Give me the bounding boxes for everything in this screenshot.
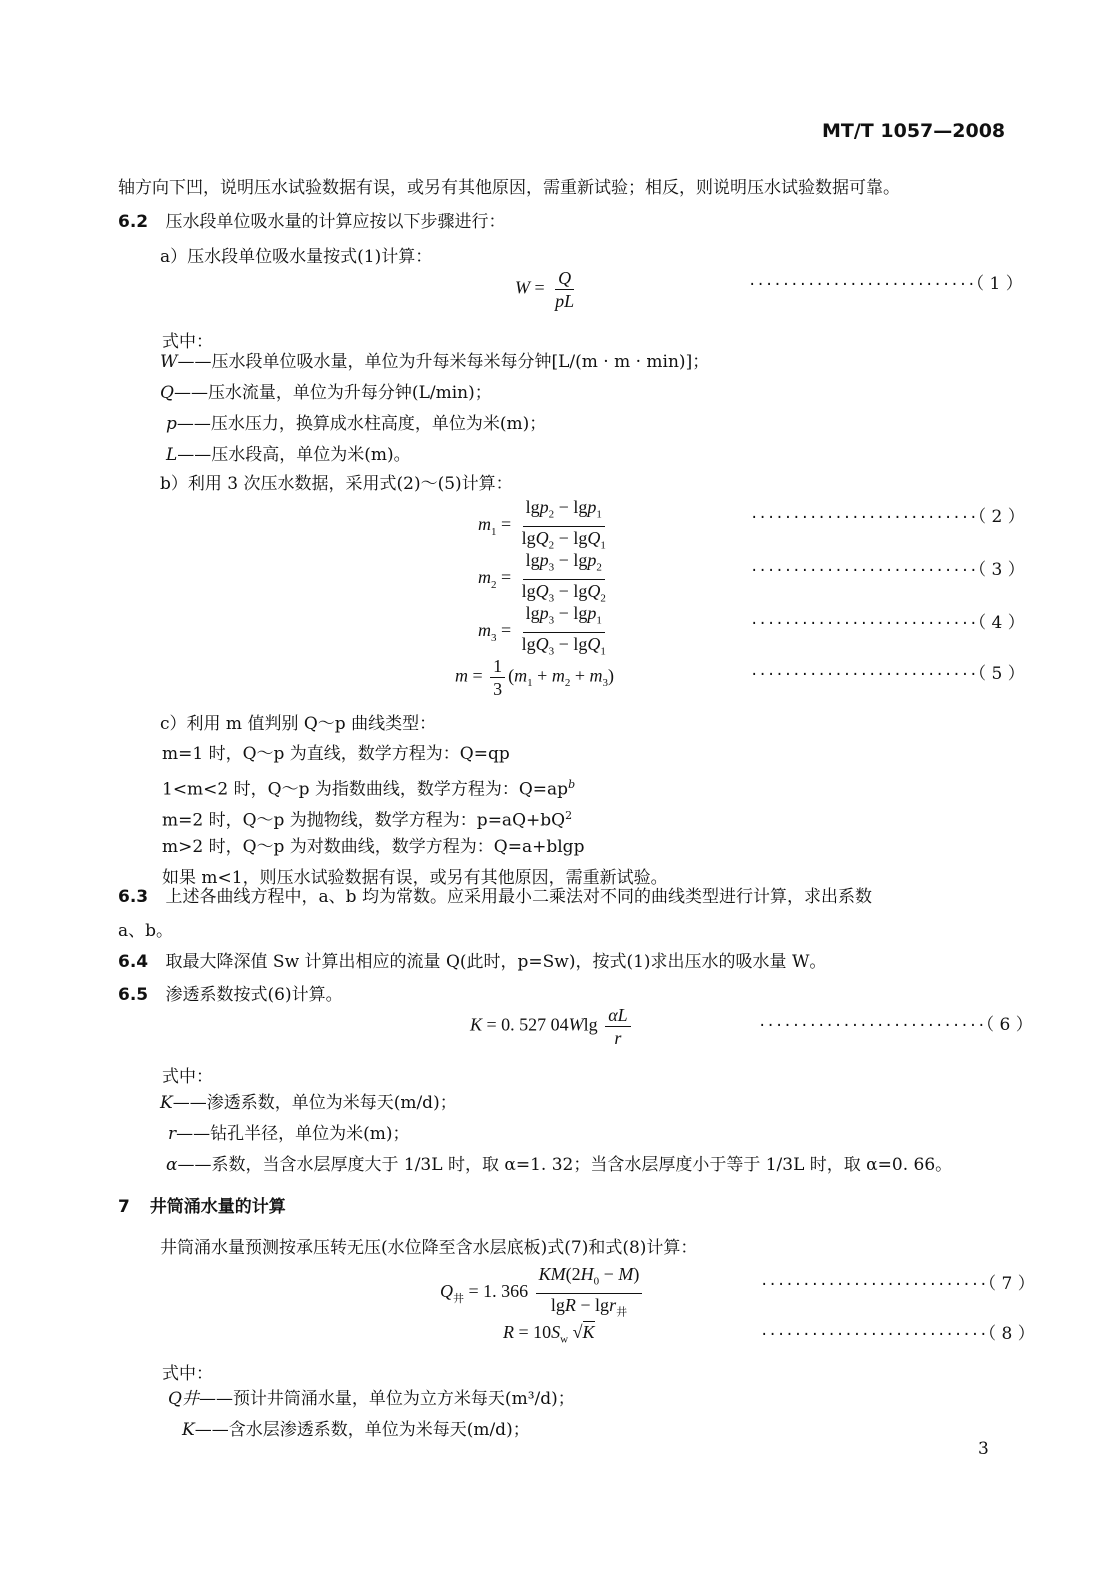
definition-list-1 [160,350,709,474]
case-exponential: 1<m<2 时，Q～p 为指数曲线，数学方程为：$Q=ap^b$ [162,778,576,800]
section-6-5: 6.5 渗透系数按式(6)计算。 [118,985,343,1005]
definition-L: L——压水段高，单位为米(m)。 [166,445,411,465]
section-6-3: 6.3 上述各曲线方程中，a、b 均为常数。应采用最小二乘法对不同的曲线类型进行计算，求出系数 [118,887,872,907]
case-logarithmic: m>2 时，Q～p 为对数曲线，数学方程为：Q=a+blgp [162,837,585,857]
case-invalid: 如果 m<1，则压水试验数据有误，或另有其他原因，需重新试验。 [162,868,668,888]
equation-4-label: ···························（ 4 ） [750,613,1025,633]
equation-2-label: ···························（ 2 ） [750,507,1025,527]
equation-3-label: ···························（ 3 ） [750,560,1025,580]
standard-code: MT/T 1057—2008 [822,120,1006,142]
equation-6: K = 0. 527 04Wlg $\frac{\alpha L}{r}$ [470,1005,634,1048]
where-label-1: 式中： [162,332,213,352]
case-linear: m=1 时，Q～p 为直线，数学方程为：Q=qp [162,744,510,764]
section-7-paragraph: 井筒涌水量预测按承压转无压(水位降至含水层底板)式(7)和式(8)计算： [160,1238,698,1258]
eq1-numerator: Q [555,268,574,290]
section-6-3-continued: a、b。 [118,921,174,941]
section-number: 6.2 [118,212,149,232]
where-label-3: 式中： [162,1364,213,1384]
where-label-2: 式中： [162,1067,213,1087]
section-6-2 [118,210,506,234]
paragraph-continued: 轴方向下凹，说明压水试验数据有误，或另有其他原因，需重新试验；相反，则说明压水试验数据可靠。 [118,178,900,198]
curve-cases [162,742,668,897]
equation-2: $m_1$ = $\frac{\lg p_2 - \lg p_1}{\lg Q_2 - \lg Q_1}$ [478,497,606,552]
equation-5-label: ···························（ 5 ） [750,664,1025,684]
page-number: 3 [978,1439,989,1459]
definition-W: W——压水段单位吸水量，单位为升每米每米每分钟[L/(m · m · min)]； [160,352,710,372]
definition-K-aquifer: K——含水层渗透系数，单位为米每天(m/d)； [182,1420,530,1440]
definition-list-3 [168,1387,575,1449]
equation-5: m = $\frac{1}{3}$ $(m_1 + m_2 + m_3)$ [455,656,614,699]
equation-7: $Q_井 = 1$. 366 $\frac{KM(2H_0 - M)}{\lg R - \lg r_井}$ [440,1264,645,1322]
definition-Q-well: Q井——预计井筒涌水量，单位为立方米每天(m³/d)； [168,1389,575,1409]
equation-1: W = $\frac{Q}{pL}$ [515,268,580,311]
definition-list-2 [160,1091,952,1184]
step-a: a）压水段单位吸水量按式(1)计算： [160,247,433,267]
definition-p: p——压水压力，换算成水柱高度，单位为米(m)； [166,414,547,434]
section-6-4: 6.4 取最大降深值 Sw 计算出相应的流量 Q(此时，p=Sw)，按式(1)求出压水的吸水量 W。 [118,952,827,972]
equation-1-label: ···························（ 1 ） [748,274,1023,294]
equation-7-label: ···························（ 7 ） [760,1274,1035,1294]
equation-6-label: ···························（ 6 ） [758,1015,1033,1035]
section-title: 压水段单位吸水量的计算应按以下步骤进行： [165,212,506,232]
definition-r: r——钻孔半径，单位为米(m)； [168,1124,410,1144]
section-7: 7 井筒涌水量的计算 [118,1197,286,1217]
step-c: c）利用 m 值判别 Q～p 曲线类型： [160,714,437,734]
equation-8: $R = 10S_w$ √K [503,1322,595,1346]
definition-alpha: α——系数，当含水层厚度大于 1/3L 时，取 α=1. 32；当含水层厚度小于等于 1/3L 时，取 α=0. 66。 [166,1155,953,1175]
step-b: b）利用 3 次压水数据，采用式(2)～(5)计算： [160,474,513,494]
equation-4: $m_3$ = $\frac{\lg p_3 - \lg p_1}{\lg Q_3 - \lg Q_1}$ [478,603,606,658]
definition-Q: Q——压水流量，单位为升每分钟(L/min)； [160,383,492,403]
case-parabola: m=2 时，Q～p 为抛物线，数学方程为：$p=aQ+bQ^2$ [162,809,573,831]
definition-K: K——渗透系数，单位为米每天(m/d)； [160,1093,457,1113]
equation-8-label: ···························（ 8 ） [760,1324,1035,1344]
eq1-denominator: pL [555,291,575,311]
equation-3: $m_2$ = $\frac{\lg p_3 - \lg p_2}{\lg Q_3 - \lg Q_2}$ [478,550,606,605]
